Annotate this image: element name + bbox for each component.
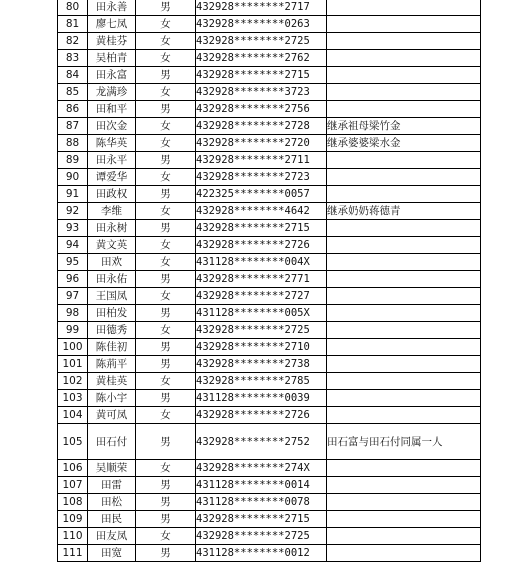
row-note <box>327 237 481 254</box>
row-name: 吴柏青 <box>88 50 136 67</box>
row-sex: 女 <box>136 373 196 390</box>
row-name: 陈佳初 <box>88 339 136 356</box>
row-note <box>327 373 481 390</box>
table-row <box>58 16 481 33</box>
row-note: 田石富与田石付同属一人 <box>327 424 481 460</box>
row-name: 吴顺荣 <box>88 460 136 477</box>
row-id-number: 431128********0012 <box>196 545 327 562</box>
row-id-number: 432928********274X <box>196 460 327 477</box>
row-note <box>327 0 481 16</box>
row-number: 104 <box>58 407 88 424</box>
row-sex: 男 <box>136 186 196 203</box>
row-number: 82 <box>58 33 88 50</box>
table-row <box>58 254 481 271</box>
row-number: 98 <box>58 305 88 322</box>
row-id-number: 432928********2715 <box>196 67 327 84</box>
row-name: 田次金 <box>88 118 136 135</box>
row-number: 106 <box>58 460 88 477</box>
table-row <box>58 84 481 101</box>
row-note <box>327 50 481 67</box>
row-name: 黄可凤 <box>88 407 136 424</box>
table-row <box>58 50 481 67</box>
roster-table <box>57 0 481 562</box>
row-sex: 女 <box>136 118 196 135</box>
table-row <box>58 390 481 407</box>
row-sex: 男 <box>136 494 196 511</box>
row-number: 111 <box>58 545 88 562</box>
row-name: 田德秀 <box>88 322 136 339</box>
row-id-number: 432928********0263 <box>196 16 327 33</box>
row-id-number: 432928********2720 <box>196 135 327 152</box>
row-sex: 女 <box>136 528 196 545</box>
row-name: 陈荊平 <box>88 356 136 373</box>
row-note: 继承婆婆梁水金 <box>327 135 481 152</box>
table-row <box>58 67 481 84</box>
row-number: 91 <box>58 186 88 203</box>
row-id-number: 432928********2738 <box>196 356 327 373</box>
row-id-number: 431128********0078 <box>196 494 327 511</box>
table-row <box>58 101 481 118</box>
table-row <box>58 407 481 424</box>
row-note <box>327 84 481 101</box>
row-id-number: 422325********0057 <box>196 186 327 203</box>
table-row <box>58 373 481 390</box>
table-row <box>58 271 481 288</box>
row-id-number: 432928********2752 <box>196 424 327 460</box>
table-row <box>58 424 481 460</box>
row-note <box>327 545 481 562</box>
row-sex: 女 <box>136 254 196 271</box>
row-note <box>327 67 481 84</box>
row-name: 李维 <box>88 203 136 220</box>
row-id-number: 431128********0039 <box>196 390 327 407</box>
row-id-number: 431128********0014 <box>196 477 327 494</box>
row-number: 95 <box>58 254 88 271</box>
row-sex: 男 <box>136 356 196 373</box>
row-note <box>327 152 481 169</box>
row-note <box>327 186 481 203</box>
row-sex: 女 <box>136 460 196 477</box>
row-name: 田松 <box>88 494 136 511</box>
row-sex: 男 <box>136 220 196 237</box>
table-row <box>58 135 481 152</box>
row-name: 田宽 <box>88 545 136 562</box>
row-note <box>327 254 481 271</box>
table-row <box>58 477 481 494</box>
row-note <box>327 16 481 33</box>
row-id-number: 432928********2711 <box>196 152 327 169</box>
row-name: 陈小宇 <box>88 390 136 407</box>
row-name: 王国凤 <box>88 288 136 305</box>
row-note <box>327 460 481 477</box>
row-name: 黄文英 <box>88 237 136 254</box>
row-number: 80 <box>58 0 88 16</box>
row-sex: 男 <box>136 477 196 494</box>
row-note <box>327 305 481 322</box>
row-sex: 男 <box>136 511 196 528</box>
row-id-number: 431128********005X <box>196 305 327 322</box>
row-note <box>327 390 481 407</box>
row-sex: 男 <box>136 101 196 118</box>
row-name: 廖七凤 <box>88 16 136 33</box>
row-id-number: 432928********2715 <box>196 511 327 528</box>
roster-body <box>58 0 481 562</box>
row-sex: 女 <box>136 16 196 33</box>
row-sex: 女 <box>136 33 196 50</box>
row-name: 田友凤 <box>88 528 136 545</box>
row-number: 108 <box>58 494 88 511</box>
row-note <box>327 33 481 50</box>
row-number: 86 <box>58 101 88 118</box>
row-name: 陈华英 <box>88 135 136 152</box>
row-number: 89 <box>58 152 88 169</box>
row-name: 田永富 <box>88 67 136 84</box>
row-sex: 男 <box>136 0 196 16</box>
row-number: 99 <box>58 322 88 339</box>
row-name: 谭爱华 <box>88 169 136 186</box>
row-sex: 女 <box>136 322 196 339</box>
row-note: 继承奶奶蒋德青 <box>327 203 481 220</box>
row-sex: 女 <box>136 237 196 254</box>
row-sex: 女 <box>136 50 196 67</box>
row-number: 103 <box>58 390 88 407</box>
row-note <box>327 288 481 305</box>
row-name: 黄桂芬 <box>88 33 136 50</box>
row-note <box>327 101 481 118</box>
row-number: 105 <box>58 424 88 460</box>
row-number: 100 <box>58 339 88 356</box>
table-row <box>58 237 481 254</box>
row-sex: 男 <box>136 67 196 84</box>
table-row <box>58 0 481 16</box>
row-number: 109 <box>58 511 88 528</box>
row-number: 88 <box>58 135 88 152</box>
row-note <box>327 528 481 545</box>
row-name: 田柏发 <box>88 305 136 322</box>
row-number: 96 <box>58 271 88 288</box>
row-note <box>327 339 481 356</box>
row-note <box>327 407 481 424</box>
row-id-number: 432928********2715 <box>196 220 327 237</box>
row-sex: 男 <box>136 339 196 356</box>
row-note <box>327 169 481 186</box>
row-id-number: 432928********2726 <box>196 237 327 254</box>
row-sex: 女 <box>136 84 196 101</box>
table-row <box>58 494 481 511</box>
table-row <box>58 169 481 186</box>
row-id-number: 432928********2717 <box>196 0 327 16</box>
table-row <box>58 511 481 528</box>
row-id-number: 432928********2728 <box>196 118 327 135</box>
row-number: 92 <box>58 203 88 220</box>
row-name: 黄桂英 <box>88 373 136 390</box>
row-number: 85 <box>58 84 88 101</box>
row-note <box>327 356 481 373</box>
row-id-number: 432928********2726 <box>196 407 327 424</box>
row-id-number: 432928********2756 <box>196 101 327 118</box>
row-sex: 女 <box>136 203 196 220</box>
table-row <box>58 220 481 237</box>
row-note <box>327 477 481 494</box>
row-note <box>327 511 481 528</box>
row-name: 田雷 <box>88 477 136 494</box>
row-number: 102 <box>58 373 88 390</box>
table-row <box>58 305 481 322</box>
table-row <box>58 33 481 50</box>
row-number: 93 <box>58 220 88 237</box>
row-name: 田欢 <box>88 254 136 271</box>
table-row <box>58 545 481 562</box>
row-name: 田石付 <box>88 424 136 460</box>
row-number: 84 <box>58 67 88 84</box>
table-row <box>58 322 481 339</box>
row-number: 110 <box>58 528 88 545</box>
row-id-number: 432928********2723 <box>196 169 327 186</box>
row-id-number: 432928********2727 <box>196 288 327 305</box>
table-row <box>58 152 481 169</box>
table-row <box>58 118 481 135</box>
row-sex: 女 <box>136 407 196 424</box>
row-id-number: 431128********004X <box>196 254 327 271</box>
row-name: 田政权 <box>88 186 136 203</box>
table-row <box>58 186 481 203</box>
row-note: 继承祖母梁竹金 <box>327 118 481 135</box>
row-name: 田永善 <box>88 0 136 16</box>
table-row <box>58 288 481 305</box>
row-sex: 男 <box>136 390 196 407</box>
row-id-number: 432928********2710 <box>196 339 327 356</box>
table-row <box>58 339 481 356</box>
row-sex: 女 <box>136 169 196 186</box>
row-number: 101 <box>58 356 88 373</box>
row-note <box>327 494 481 511</box>
row-id-number: 432928********2771 <box>196 271 327 288</box>
row-name: 田永佑 <box>88 271 136 288</box>
row-id-number: 432928********2785 <box>196 373 327 390</box>
row-note <box>327 220 481 237</box>
row-number: 107 <box>58 477 88 494</box>
row-number: 97 <box>58 288 88 305</box>
row-id-number: 432928********2725 <box>196 528 327 545</box>
row-name: 田民 <box>88 511 136 528</box>
row-sex: 女 <box>136 288 196 305</box>
row-number: 94 <box>58 237 88 254</box>
row-sex: 男 <box>136 424 196 460</box>
table-row <box>58 356 481 373</box>
table-row <box>58 528 481 545</box>
row-number: 87 <box>58 118 88 135</box>
row-sex: 男 <box>136 305 196 322</box>
row-number: 90 <box>58 169 88 186</box>
row-id-number: 432928********2762 <box>196 50 327 67</box>
row-name: 田永树 <box>88 220 136 237</box>
table-row <box>58 460 481 477</box>
row-id-number: 432928********2725 <box>196 322 327 339</box>
row-id-number: 432928********3723 <box>196 84 327 101</box>
row-number: 83 <box>58 50 88 67</box>
row-number: 81 <box>58 16 88 33</box>
row-sex: 男 <box>136 271 196 288</box>
row-note <box>327 322 481 339</box>
row-note <box>327 271 481 288</box>
row-sex: 男 <box>136 152 196 169</box>
row-name: 田永平 <box>88 152 136 169</box>
row-sex: 女 <box>136 135 196 152</box>
row-name: 田和平 <box>88 101 136 118</box>
row-name: 龙满珍 <box>88 84 136 101</box>
table-row <box>58 203 481 220</box>
row-id-number: 432928********4642 <box>196 203 327 220</box>
row-id-number: 432928********2725 <box>196 33 327 50</box>
row-sex: 男 <box>136 545 196 562</box>
